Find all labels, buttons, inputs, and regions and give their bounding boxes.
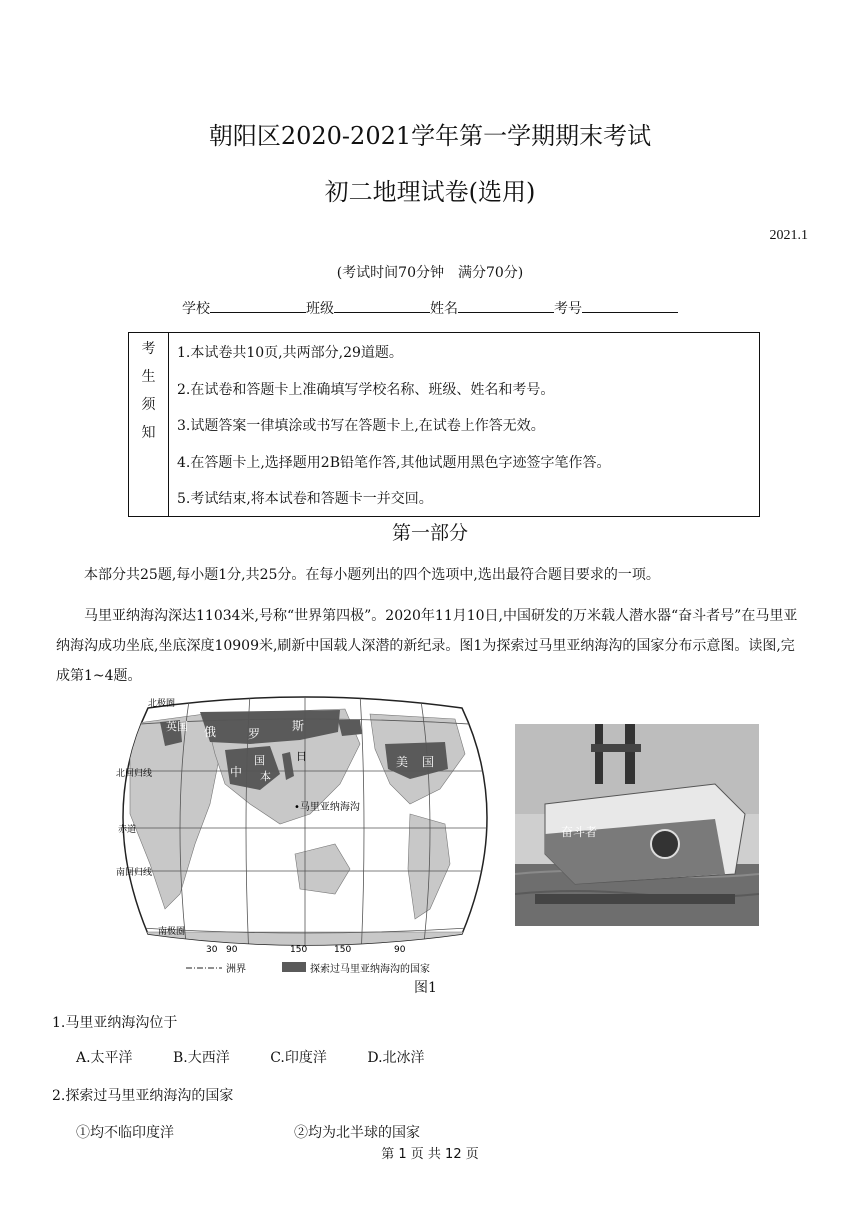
question-1-stem: 1.马里亚纳海沟位于 bbox=[52, 1015, 178, 1031]
statement-1: ①均不临印度洋 bbox=[76, 1125, 174, 1141]
notice-items bbox=[177, 335, 751, 518]
notice-item: 5.考试结束,将本试卷和答题卡一并交回。 bbox=[177, 491, 433, 507]
world-map-svg bbox=[110, 694, 500, 978]
legend-explored-swatch bbox=[282, 962, 306, 972]
label-equator: 赤道 bbox=[118, 825, 137, 835]
page-footer: 第 1 页 共 12 页 bbox=[381, 1147, 479, 1162]
field-school-blank[interactable] bbox=[210, 298, 306, 313]
legend-boundary-label: 洲界 bbox=[226, 964, 246, 975]
option-b[interactable]: B.大西洋 bbox=[173, 1050, 230, 1066]
notice-item: 2.在试卷和答题卡上准确填写学校名称、班级、姓名和考号。 bbox=[177, 381, 555, 398]
exam-subtitle: 初二地理试卷(选用) bbox=[324, 178, 536, 206]
exam-time-score: (考试时间70分钟 满分70分) bbox=[336, 265, 524, 281]
figure-caption: 图1 bbox=[414, 980, 437, 996]
submersible-name: 奋斗者 bbox=[561, 825, 598, 839]
field-name-label: 姓名 bbox=[430, 301, 458, 317]
label-lon-150w: 150 bbox=[334, 945, 352, 955]
option-a[interactable]: A.太平洋 bbox=[76, 1050, 133, 1066]
submersible-svg bbox=[515, 724, 759, 926]
label-russia-3: 斯 bbox=[292, 719, 305, 733]
question-passage: 马里亚纳海沟深达11034米,号称“世界第四极”。2020年11月10日,中国研发的万米载人潜水器“奋斗者号”在马里亚纳海沟成功坐底,坐底深度10909米,刷新中国载人深潜的新纪录。图1为探索过马里亚纳海沟的国家分布示意图。读图,完成第1~4题。 bbox=[56, 608, 798, 684]
label-lon-150e: 150 bbox=[290, 945, 308, 955]
label-arctic-circle: 北极圈 bbox=[148, 699, 176, 709]
notice-item: 3.试题答案一律填涂或书写在答题卡上,在试卷上作答无效。 bbox=[177, 418, 545, 434]
world-map-figure bbox=[110, 694, 500, 978]
label-antarctic-circle: 南极圈 bbox=[158, 927, 186, 937]
label-tropic-capricorn: 南回归线 bbox=[116, 868, 153, 878]
field-name-blank[interactable] bbox=[458, 298, 554, 313]
label-usa-1: 美 bbox=[396, 755, 409, 769]
label-russia-2: 罗 bbox=[248, 727, 261, 741]
country-usa-alaska bbox=[338, 720, 362, 736]
label-mariana-trench: •马里亚纳海沟 bbox=[294, 802, 360, 813]
exam-notice-box bbox=[128, 332, 760, 517]
notice-item: 1.本试卷共10页,共两部分,29道题。 bbox=[177, 345, 403, 361]
label-china-2: 国 bbox=[254, 754, 265, 767]
notice-item: 4.在答题卡上,选择题用2B铅笔作答,其他试题用黑色字迹签字笔作答。 bbox=[177, 454, 611, 471]
label-japan-2: 本 bbox=[260, 770, 271, 783]
label-tropic-cancer: 北回归线 bbox=[116, 769, 153, 779]
question-1-options bbox=[76, 1047, 461, 1067]
part-heading: 第一部分 bbox=[391, 522, 468, 544]
exam-date: 2021.1 bbox=[769, 228, 808, 243]
label-usa-2: 国 bbox=[422, 755, 435, 769]
option-c[interactable]: C.印度洋 bbox=[270, 1050, 327, 1066]
notice-label-char: 知 bbox=[141, 425, 156, 441]
student-info-fields bbox=[0, 298, 860, 318]
label-china-1: 中 bbox=[230, 765, 243, 779]
field-id-label: 考号 bbox=[554, 301, 582, 317]
label-japan-1: 日 bbox=[296, 750, 307, 763]
exam-title: 朝阳区2020-2021学年第一学期期末考试 bbox=[208, 122, 652, 150]
notice-label-char: 考 bbox=[141, 341, 156, 357]
field-class-blank[interactable] bbox=[334, 298, 430, 313]
field-class-label: 班级 bbox=[306, 301, 334, 317]
legend-explored-label: 探索过马里亚纳海沟的国家 bbox=[310, 964, 430, 975]
question-2-statements bbox=[76, 1122, 512, 1142]
label-lon-30: 30 bbox=[206, 945, 218, 955]
label-lon-90w: 90 bbox=[394, 945, 406, 955]
label-lon-90: 90 bbox=[226, 945, 238, 955]
part-instruction: 本部分共25题,每小题1分,共25分。在每小题列出的四个选项中,选出最符合题目要求的一项。 bbox=[84, 567, 660, 583]
notice-label bbox=[129, 333, 169, 516]
label-russia-1: 俄 bbox=[204, 725, 217, 739]
field-school-label: 学校 bbox=[182, 301, 210, 317]
submersible-photo bbox=[515, 724, 759, 926]
option-d[interactable]: D.北冰洋 bbox=[367, 1050, 425, 1066]
field-id-blank[interactable] bbox=[582, 298, 678, 313]
notice-label-char: 须 bbox=[141, 397, 156, 413]
label-uk: 英国 bbox=[166, 720, 188, 733]
question-2-stem: 2.探索过马里亚纳海沟的国家 bbox=[52, 1088, 234, 1104]
statement-2: ②均为北半球的国家 bbox=[294, 1125, 420, 1141]
notice-label-char: 生 bbox=[141, 369, 156, 385]
